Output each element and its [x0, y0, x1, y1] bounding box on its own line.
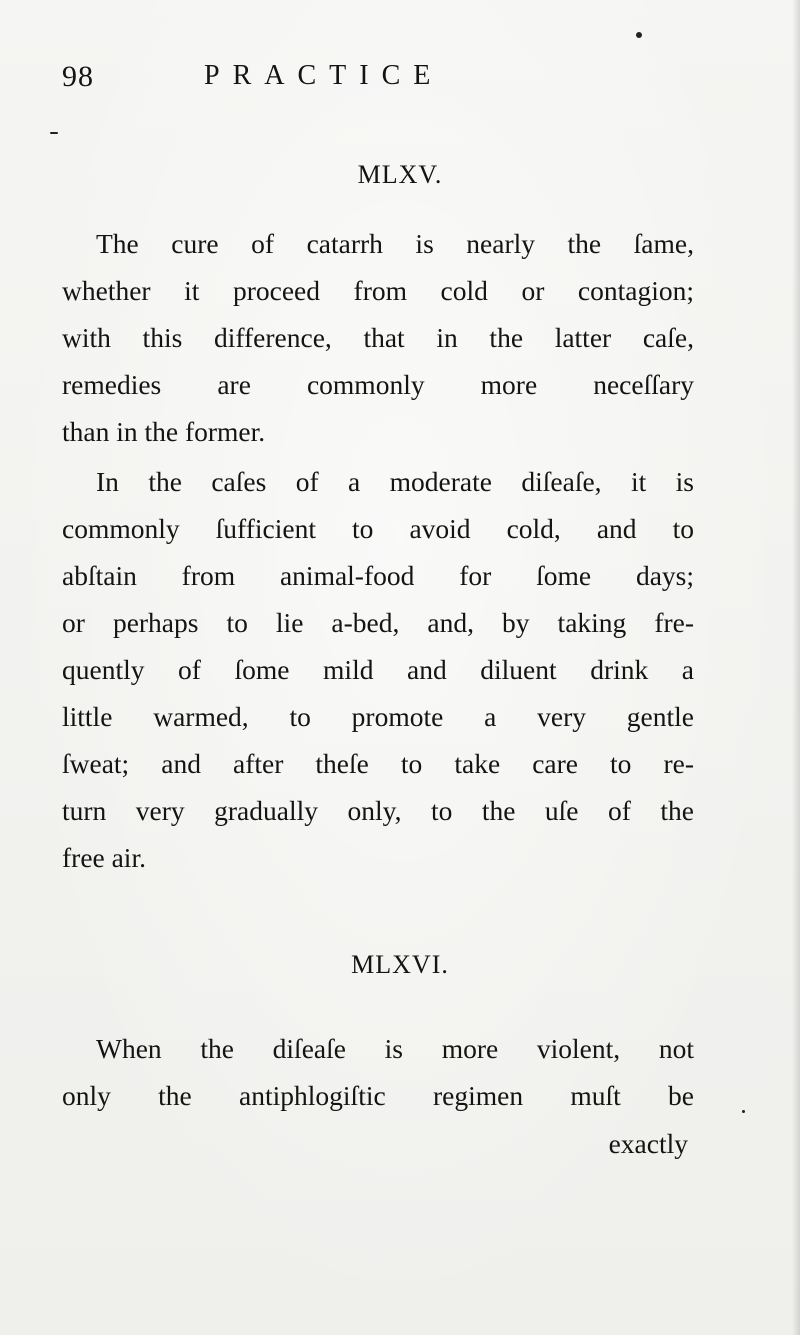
ink-speck — [742, 1110, 745, 1113]
ink-speck — [50, 132, 58, 134]
running-head — [62, 60, 692, 100]
text-line: whether it proceed from cold or contagion; — [62, 275, 694, 306]
text-line: ſweat; and after theſe to take care to re- — [62, 748, 694, 779]
page-edge-shadow — [792, 0, 800, 1335]
paragraph — [62, 1025, 694, 1119]
text-line: with this difference, that in the latter caſe, — [62, 322, 694, 353]
text-line: The cure of catarrh is nearly the ſame, — [96, 228, 694, 259]
ink-speck — [636, 32, 642, 38]
catchword: exactly — [608, 1128, 688, 1159]
text-line: When the diſeaſe is more violent, not — [96, 1033, 694, 1064]
paragraph — [62, 458, 694, 881]
text-line: remedies are commonly more neceſſary — [62, 369, 694, 400]
section-heading: MLXVI. — [351, 950, 449, 979]
text-line: only the antiphlogiſtic regimen muſt be — [62, 1080, 694, 1111]
text-line: or perhaps to lie a-bed, and, by taking fre- — [62, 607, 694, 638]
page-number: 98 — [62, 60, 94, 93]
text-line: commonly ſufficient to avoid cold, and to — [62, 513, 694, 544]
running-head-title: PRACTICE — [204, 60, 444, 91]
text-line: little warmed, to promote a very gentle — [62, 701, 694, 732]
text-line: turn very gradually only, to the uſe of the — [62, 795, 694, 826]
paragraph — [62, 220, 694, 455]
text-line: free air. — [62, 842, 146, 873]
text-line: In the caſes of a moderate diſeaſe, it is — [96, 466, 694, 497]
text-line: abſtain from animal-food for ſome days; — [62, 560, 694, 591]
text-line: quently of ſome mild and diluent drink a — [62, 654, 694, 685]
text-line: than in the former. — [62, 416, 266, 447]
section-heading: MLXV. — [357, 160, 443, 189]
